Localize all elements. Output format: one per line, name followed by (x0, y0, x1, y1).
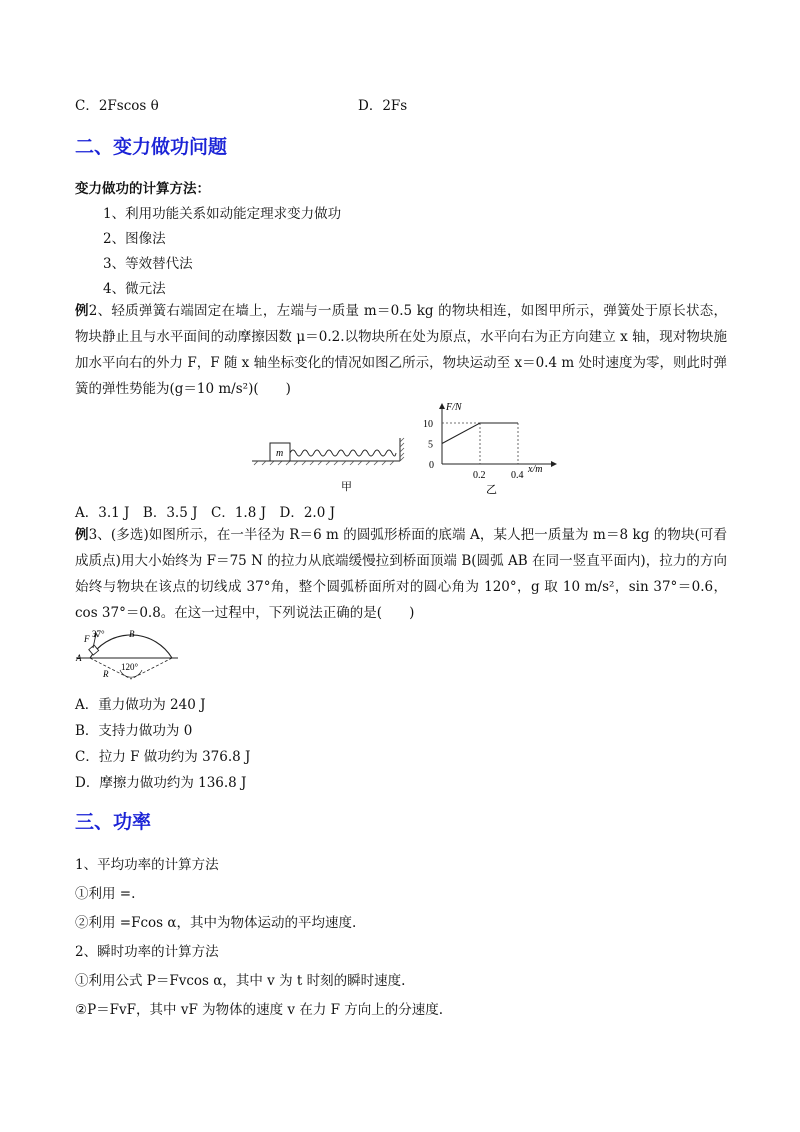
power-line: ②P＝FvF，其中 vF 为物体的速度 v 在力 F 方向上的分速度. (75, 1002, 444, 1018)
method-item: 1、利用功能关系如动能定理求变力做功 (103, 206, 342, 222)
spring (290, 450, 396, 456)
block-label: m (276, 448, 284, 459)
power-line: ①利用 =. (75, 886, 136, 902)
example2-options: A．3.1 J B．3.5 J C．1.8 J D．2.0 J (75, 505, 336, 521)
label-F: F (84, 634, 90, 644)
origin-label: 0 (429, 460, 434, 471)
section2-heading: 二、变力做功问题 (75, 136, 228, 158)
x-tick-label: 0.2 (473, 470, 486, 481)
example-label: 例 (75, 303, 89, 319)
caption-yi: 乙 (486, 484, 497, 496)
power-line: 1、平均功率的计算方法 (75, 857, 219, 873)
y-axis-label: F/N (446, 402, 462, 413)
method-title: 变力做功的计算方法： (75, 181, 210, 197)
method-item: 2、图像法 (103, 231, 166, 247)
figure-arc-bridge (74, 624, 184, 686)
example3-option: C．拉力 F 做功约为 376.8 J (75, 749, 251, 765)
example-label: 例 (75, 527, 89, 543)
example3-option: A．重力做功为 240 J (75, 697, 206, 713)
method-item: 3、等效替代法 (103, 256, 193, 272)
example2-problem (75, 298, 727, 402)
label-37: 37° (92, 629, 105, 639)
caption-jia: 甲 (341, 481, 352, 493)
power-line: ②利用 =Fcos α，其中为物体运动的平均速度. (75, 915, 357, 931)
option-c: C．2Fscos θ (75, 98, 159, 114)
x-axis-label: x/m (528, 464, 543, 475)
x-tick-label: 0.4 (511, 470, 524, 481)
label-B: B (129, 629, 135, 639)
option-d: D．2Fs (358, 98, 408, 114)
power-line: ①利用公式 P＝Fvcos α，其中 v 为 t 时刻的瞬时速度. (75, 973, 406, 989)
label-R: R (103, 669, 109, 679)
example2-text: 2、轻质弹簧右端固定在墙上，左端与一质量 m＝0.5 kg 的物块相连，如图甲所示，弹簧处于原长状态，物块静止且与水平面间的动摩擦因数 μ＝0.2.以物块所在处为原点，水平向右为正方向建立 x 轴，现对物块施加水平向右的外力 F，F 随 x 轴坐标变化的情况如图乙所示，物块运动至 x＝0.4 m 处时速度为零，则此时弹簧的弹性势能为(g＝10 m/s²)( ) (75, 303, 728, 397)
figure-jia (248, 428, 408, 498)
section3-heading: 三、功率 (75, 811, 152, 833)
example3-option: D．摩擦力做功约为 136.8 J (75, 775, 247, 791)
label-A: A (76, 653, 82, 663)
method-item: 4、微元法 (103, 281, 166, 297)
label-120: 120° (121, 662, 139, 672)
example3-problem (75, 522, 727, 626)
example3-text: 3、(多选)如图所示，在一半径为 R＝6 m 的圆弧形桥面的底端 A，某人把一质量为 m＝8 kg 的物块(可看成质点)用大小始终为 F＝75 N 的拉力从底端缓慢拉到桥面顶端 B(圆弧 AB 在同一竖直平面内)，拉力的方向始终与物块在该点的切线成 37°角，整个圆弧桥面所对的圆心角为 120°，g 取 10 m/s²，sin 37°＝0.6，cos 37°＝0.8。在这一过程中，下列说法正确的是( ) (75, 527, 728, 621)
figure-yi-chart (418, 398, 568, 496)
example3-option: B．支持力做功为 0 (75, 723, 193, 739)
power-line: 2、瞬时功率的计算方法 (75, 944, 219, 960)
y-tick-label: 10 (423, 419, 433, 430)
y-tick-label: 5 (428, 439, 433, 451)
